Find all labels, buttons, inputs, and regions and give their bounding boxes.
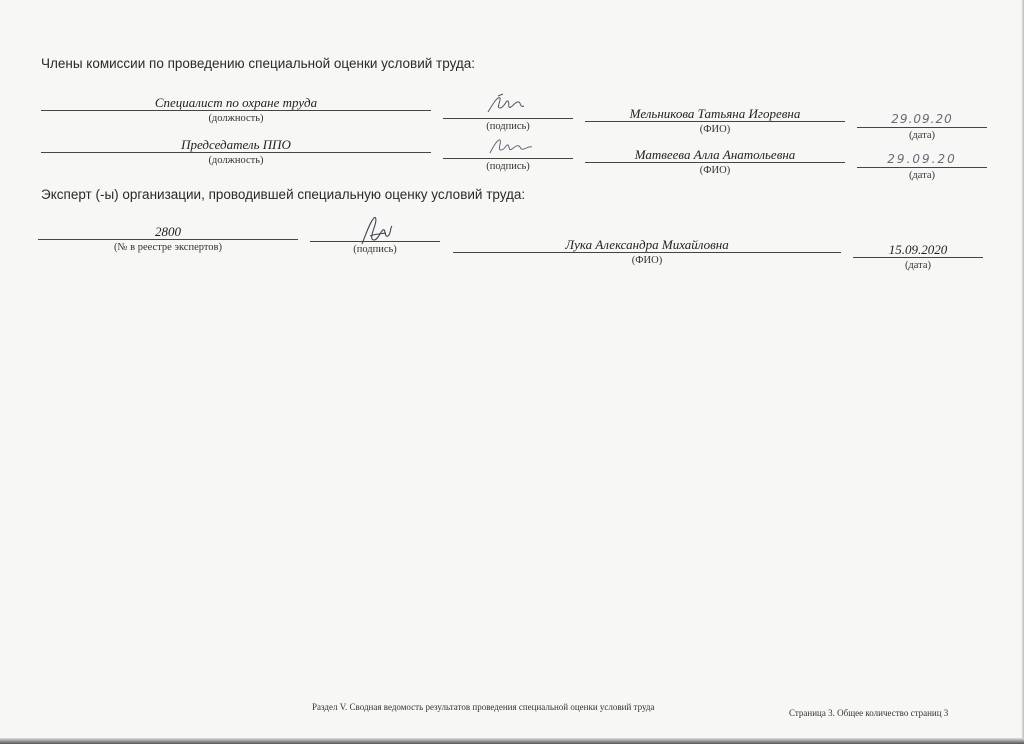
- expert-name-caption: (ФИО): [631, 255, 663, 266]
- expert-signature-field: [310, 226, 440, 256]
- member-2-date-field: [857, 152, 987, 182]
- member-1-date-caption: (дата): [908, 130, 936, 141]
- member-1-name-field: [585, 106, 845, 136]
- expert-date-field: [853, 242, 983, 272]
- expert-name-field: [453, 237, 841, 267]
- member-1-date: 29.09.20: [891, 112, 953, 126]
- member-1-date-line: [857, 127, 987, 128]
- member-2-name-line: [585, 162, 845, 163]
- member-2-position-line: [41, 152, 431, 153]
- member-1-position-line: [41, 110, 431, 111]
- member-2-date-line: [857, 167, 987, 168]
- member-1-position-caption: (должность): [208, 113, 264, 124]
- member-1-name-caption: (ФИО): [699, 124, 731, 135]
- member-1-name: Мельникова Татьяна Игоревна: [629, 106, 801, 121]
- member-2-date-caption: (дата): [908, 170, 936, 181]
- expert-date-line: [853, 257, 983, 258]
- members-heading: Члены комиссии по проведению специальной оценки условий труда:: [41, 56, 476, 71]
- expert-name-line: [453, 252, 841, 253]
- member-2-name-caption: (ФИО): [699, 165, 731, 176]
- expert-signature-caption: (подпись): [353, 244, 397, 255]
- member-1-signature-field: [443, 103, 573, 133]
- member-2-name-field: [585, 147, 845, 177]
- expert-signature-line: [310, 241, 440, 242]
- member-2-position-caption: (должность): [208, 155, 264, 166]
- member-1-position: Специалист по охране труда: [154, 95, 318, 110]
- member-2-signature-line: [443, 158, 573, 159]
- member-2-date: 29.09.20: [887, 152, 957, 166]
- expert-registry-field: [38, 224, 298, 254]
- member-1-date-field: [857, 112, 987, 142]
- member-2-position-field: [41, 137, 431, 167]
- expert-registry-caption: (№ в реестре экспертов): [113, 242, 223, 253]
- scan-edge-bottom: [0, 738, 1024, 744]
- member-1-name-line: [585, 121, 845, 122]
- member-1-position-field: [41, 95, 431, 125]
- expert-name: Лука Александра Михайловна: [565, 237, 729, 252]
- member-1-signature-line: [443, 118, 573, 119]
- member-2-name: Матвеева Алла Анатольевна: [634, 147, 796, 162]
- footer-section-title: Раздел V. Сводная ведомость результатов проведения специальной оценки условий труда: [312, 702, 655, 712]
- member-2-signature-field: [443, 143, 573, 173]
- expert-date: 15.09.2020: [888, 242, 948, 257]
- expert-date-caption: (дата): [904, 260, 932, 271]
- member-1-signature-caption: (подпись): [486, 121, 530, 132]
- member-2-signature-caption: (подпись): [486, 161, 530, 172]
- member-2-position: Председатель ППО: [181, 137, 291, 152]
- expert-registry-line: [38, 239, 298, 240]
- footer-page-count: Страница 3. Общее количество страниц 3: [789, 708, 949, 718]
- expert-heading: Эксперт (-ы) организации, проводившей специальную оценку условий труда:: [41, 187, 526, 202]
- expert-registry-number: 2800: [155, 224, 181, 239]
